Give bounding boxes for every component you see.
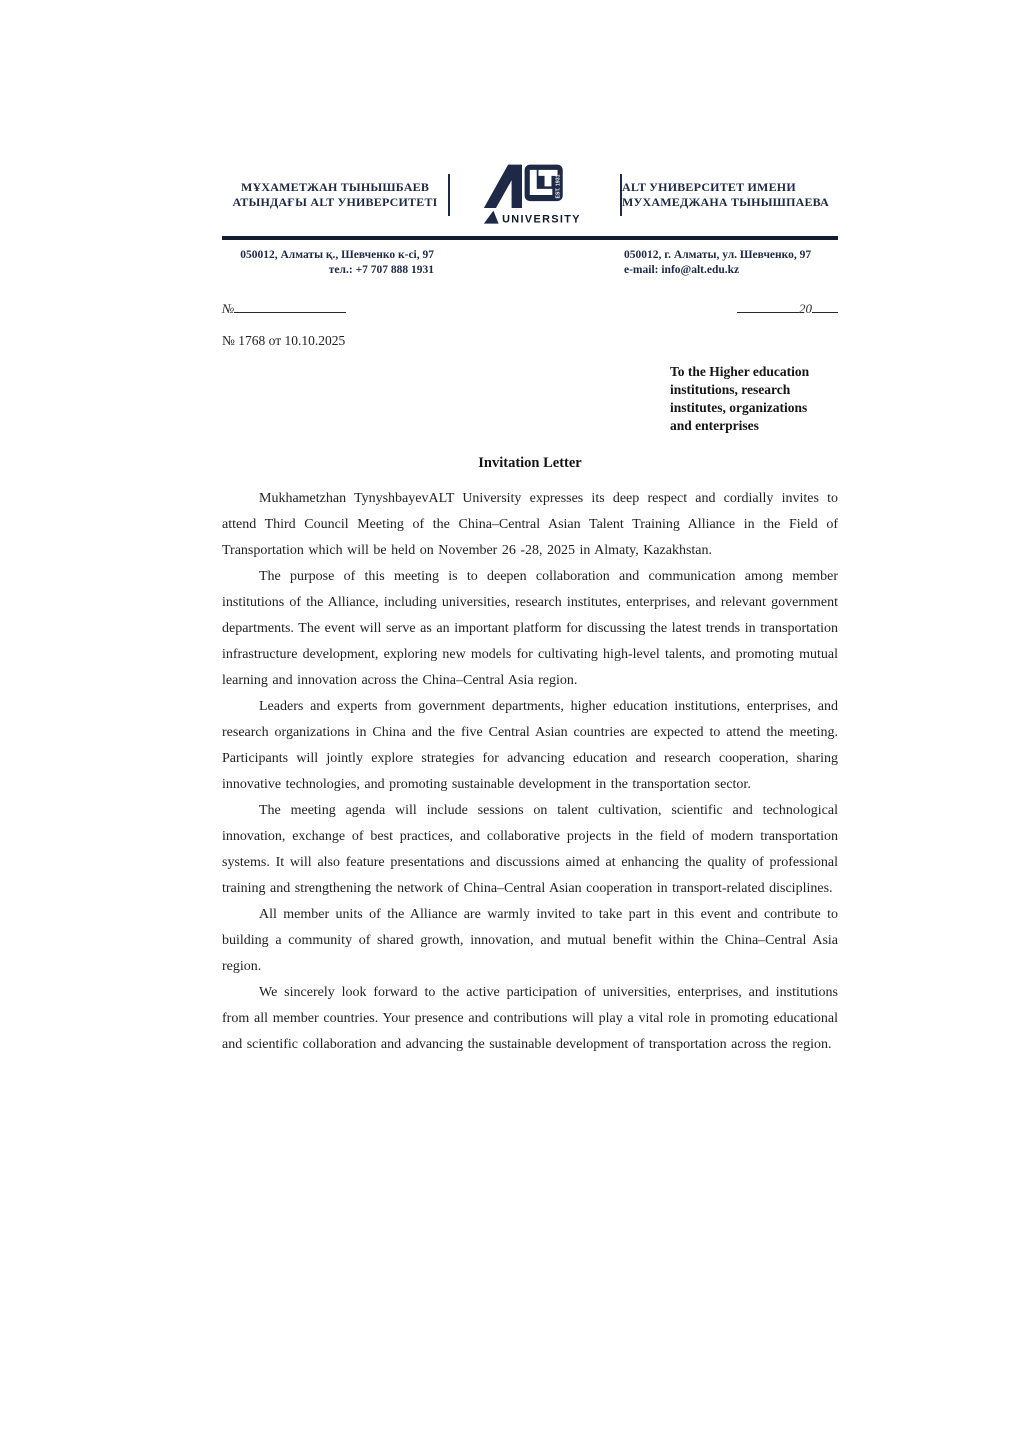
letterhead-left-block: [222, 180, 448, 210]
alt-logo-icon: [483, 160, 587, 230]
logo-established-text: EST. 1931: [555, 174, 562, 199]
letter-paragraph: We sincerely look forward to the active participation of universities, enterprises, and institutions from all member countries. Your presence and contributions will play a vital role in promoting educational and scientific collaboration and advancing the sustainable development of transportation across the region.: [222, 985, 838, 1052]
address-row: [222, 248, 838, 278]
letter-paragraph: Leaders and experts from government departments, higher education institutions, enterprises, and research organizations in China and the five Central Asian countries are expected to attend the meeting. Participants will jointly explore strategies for advancing education and research cooperation, sharing innovative technologies, and promoting sustainable development in the transportation sector.: [222, 699, 838, 792]
address-left-line2: тел.: +7 707 888 1931: [328, 264, 434, 276]
letter-paragraph: Mukhametzhan TynyshbayevALT University expresses its deep respect and cordially invites to attend Third Council Meeting of the China–Central Asian Talent Training Alliance in the Field of Transportation which will be held on November 26 -28, 2025 in Almaty, Kazakhstan.: [222, 491, 838, 558]
reference-year-blank: [737, 300, 838, 317]
document-content: [222, 160, 838, 1058]
address-right-block: [624, 248, 838, 278]
recipient-line: institutions, research: [670, 382, 791, 397]
year-text: 20: [799, 301, 812, 316]
letter-paragraph: The purpose of this meeting is to deepen collaboration and communication among member institutions of the Alliance, including universities, research institutes, enterprises, and relevant government departments. The event will serve as an important platform for discussing the latest trends in transportation infrastructure development, exploring new models for cultivating high-level talents, and promoting mutual learning and innovation across the China–Central Asia region.: [222, 569, 838, 688]
letterhead: [222, 160, 838, 278]
letterhead-row: [222, 160, 838, 230]
logo-wordmark: UNIVERSITY: [502, 213, 581, 226]
letterhead-right-line2: МУХАМЕДЖАНА ТЫНЫШПАЕВА: [622, 195, 829, 209]
letter-paragraph: The meeting agenda will include sessions on talent cultivation, scientific and technological innovation, exchange of best practices, and collaborative projects in the field of modern transportation systems. It will also feature presentations and discussions aimed at enhancing the quality of professional training and strengthening the network of China–Central Asian cooperation in transport-related disciplines.: [222, 803, 838, 896]
year-blank-line-right: [812, 300, 838, 313]
letterhead-right-line1: ALT УНИВЕРСИТЕТ ИМЕНИ: [622, 180, 796, 194]
letterhead-right-block: [622, 180, 838, 210]
number-sign: №: [222, 301, 235, 316]
letterhead-rule: [222, 236, 838, 240]
address-left-line1: 050012, Алматы қ., Шевченко к-сі, 97: [240, 249, 434, 261]
recipient-line: institutes, organizations: [670, 400, 808, 415]
number-blank-line: [234, 300, 346, 313]
letter-paragraph: All member units of the Alliance are warmly invited to take part in this event and contribute to building a community of shared growth, innovation, and mutual benefit within the China–Central Asia region.: [222, 907, 838, 974]
year-blank-line-left: [737, 300, 799, 313]
letterhead-left-line2: АТЫНДАҒЫ ALT УНИВЕРСИТЕТІ: [232, 195, 438, 209]
university-logo: [450, 160, 620, 230]
address-right-line2: e-mail: info@alt.edu.kz: [624, 264, 740, 276]
recipient-block: [670, 363, 838, 435]
recipient-line: and enterprises: [670, 418, 759, 433]
recipient-line: To the Higher education: [670, 364, 810, 379]
address-right-line1: 050012, г. Алматы, ул. Шевченко, 97: [624, 249, 812, 261]
address-left-block: [222, 248, 434, 278]
letter-body: [222, 486, 838, 1058]
document-number: № 1768 от 10.10.2025: [222, 333, 346, 348]
letterhead-left-line1: МҰХАМЕТЖАН ТЫНЫШБАЕВ: [240, 180, 430, 194]
reference-row: [222, 300, 838, 317]
letter-title: Invitation Letter: [478, 455, 582, 471]
reference-number-blank: [222, 300, 346, 317]
